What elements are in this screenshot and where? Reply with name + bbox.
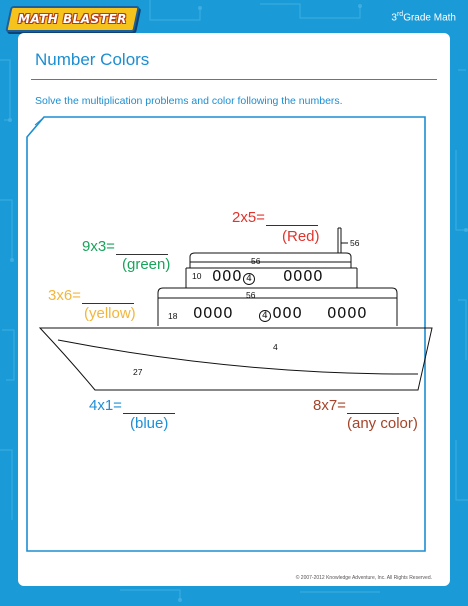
answer-blank[interactable] [116,242,168,255]
problem-8x7: 8x7= [313,398,399,414]
window-digit-top: 4 [243,273,255,285]
top-cabin-number: 56 [251,256,261,266]
copyright-text: © 2007-2012 Knowledge Adventure, Inc. All Rights Reserved. [295,575,432,581]
hull-bottom-number: 27 [133,367,143,377]
answer-blank[interactable] [123,401,175,414]
problem-4x1: 4x1= [89,398,175,414]
window-digit-mid: 4 [259,310,271,322]
grade-label: 3rdGrade Math [391,11,456,24]
color-label-green: (green) [122,256,171,273]
page-title: Number Colors [35,50,150,69]
top-left-number: 10 [192,271,202,281]
problem-9x3: 9x3= [82,239,168,255]
color-label-blue: (blue) [130,415,169,432]
mid-cabin-windows-a: 0000 [193,304,234,322]
top-cabin-windows-b: 0000 [283,267,324,285]
answer-blank[interactable] [347,401,399,414]
mid-cabin-windows-c: 0000 [327,304,368,322]
hull-top-number: 4 [273,342,278,352]
answer-blank[interactable] [266,213,318,226]
problem-3x6: 3x6= [48,288,134,304]
top-cabin-windows-a: 000 4 [212,267,255,285]
mid-cabin-number: 56 [246,290,256,300]
answer-blank[interactable] [82,291,134,304]
antenna-number: 56 [350,238,360,248]
color-label-red: (Red) [282,228,320,245]
instructions-text: Solve the multiplication problems and color following the numbers. [35,95,343,107]
color-label-any: (any color) [347,415,418,432]
problem-2x5: 2x5= [232,210,318,226]
logo-text: MATH BLASTER [18,12,127,26]
mid-left-number: 18 [168,311,178,321]
mid-cabin-windows-b: 4 000 [259,304,302,322]
color-label-yellow: (yellow) [84,305,136,322]
